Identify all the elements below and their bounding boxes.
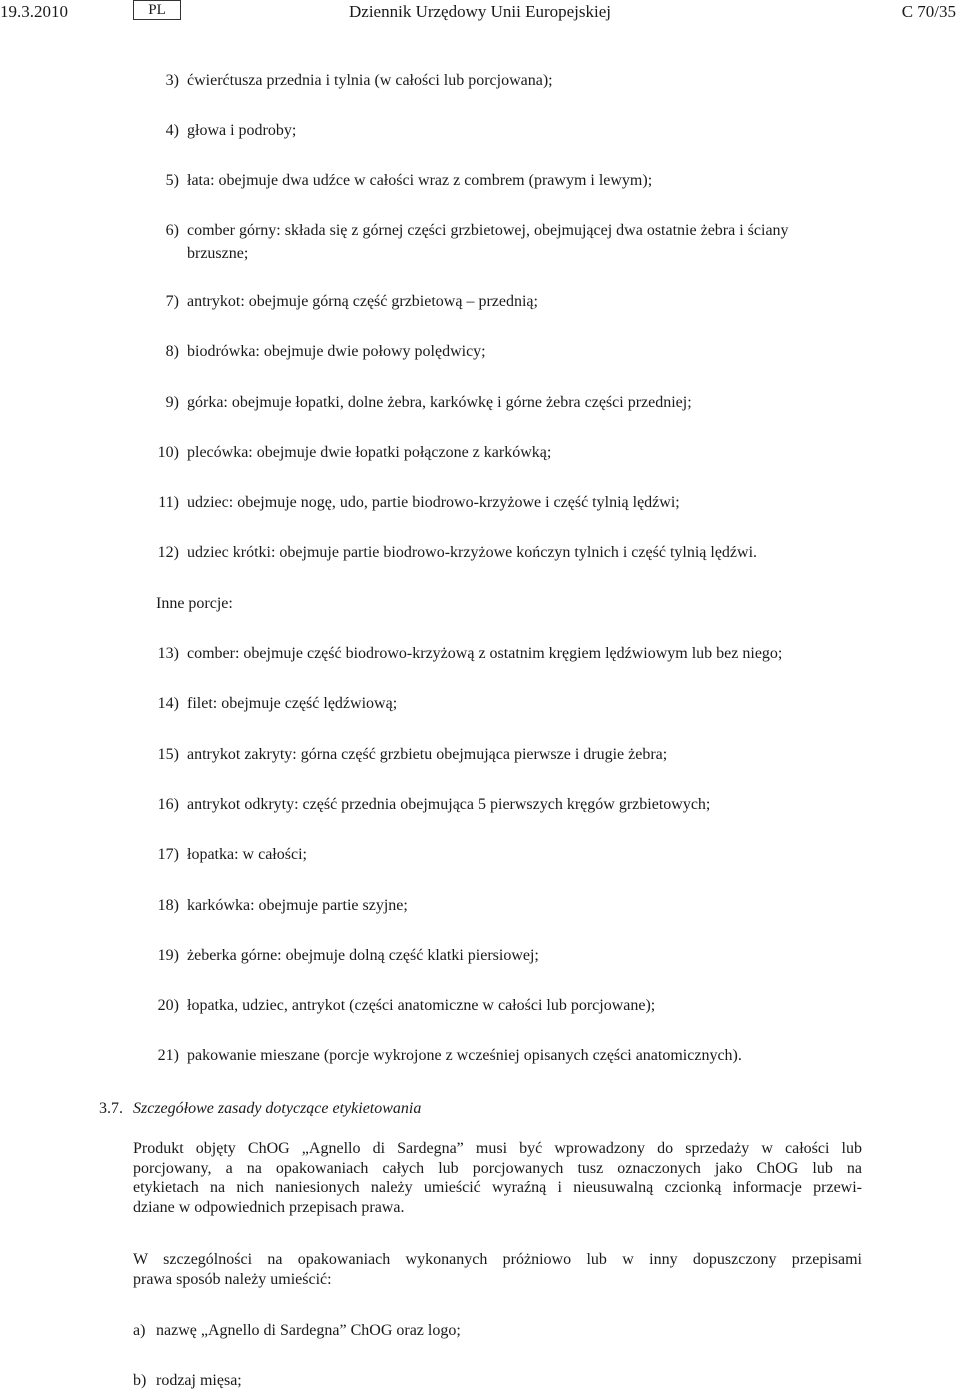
list-item-number: 7) [165,293,179,310]
list-item-number: 8) [165,343,179,360]
subheading-other-cuts: Inne porcje: [156,595,233,612]
paragraph-2 [133,1250,862,1289]
paragraph-line: etykietach na nich naniesionych należy umieścić wyraźną i nieusuwalną czcionką informacje przewi- [133,1179,862,1196]
page-header [0,0,960,28]
list-item: plecówka: obejmuje dwie łopatki połączone z karkówką; [187,444,552,461]
list-item: żeberka górne: obejmuje dolną część klatki piersiowej; [187,947,539,964]
list-item: antrykot: obejmuje górną część grzbietową – przednią; [187,293,538,310]
list-item-number: 16) [157,796,179,813]
list-item-number: 12) [157,544,179,561]
list-item-letter: a) [133,1322,146,1339]
list-item: górka: obejmuje łopatki, dolne żebra, karkówkę i górne żebra części przedniej; [187,394,692,411]
paragraph-line: Produkt objęty ChOG „Agnello di Sardegna” musi być wprowadzony do sprzedaży w całości lub [133,1140,862,1157]
list-item: comber: obejmuje część biodrowo-krzyżową z ostatnim kręgiem lędźwiowym lub bez niego; [187,645,783,662]
list-item-number: 17) [157,846,179,863]
paragraph-line: prawa sposób należy umieścić: [133,1270,332,1288]
list-item: comber górny: składa się z górnej części grzbietowej, obejmującej dwa ostatnie żebra i ściany [187,222,789,239]
list-item: ćwierćtusza przednia i tylnia (w całości lub porcjowana); [187,72,553,89]
list-item-number: 3) [165,72,179,89]
list-item-number: 6) [165,222,179,239]
list-item-number: 21) [157,1047,179,1064]
list-item: łopatka, udziec, antrykot (części anatomiczne w całości lub porcjowane); [187,997,656,1014]
list-item: udziec krótki: obejmuje partie biodrowo-krzyżowe kończyn tylnich i część tylnią lędźwi. [187,544,758,561]
list-item-number: 9) [165,394,179,411]
paragraph-line: porcjowany, a na opakowaniach całych lub porcjowanych tusz oznaczonych jako ChOG lub na [133,1159,862,1177]
list-item-number: 18) [157,897,179,914]
list-item-continuation: brzuszne; [187,245,249,262]
list-item-number: 11) [158,494,179,511]
list-item: filet: obejmuje część lędźwiową; [187,695,398,712]
list-item: udziec: obejmuje nogę, udo, partie biodrowo-krzyżowe i część tylnią lędźwi; [187,494,680,511]
list-item: łata: obejmuje dwa udźce w całości wraz z combrem (prawym i lewym); [187,172,653,189]
paragraph-line: dziane w odpowiednich przepisach prawa. [133,1198,405,1216]
list-item-number: 19) [157,947,179,964]
section-number: 3.7. [99,1100,123,1117]
list-item: karkówka: obejmuje partie szyjne; [187,897,408,914]
header-date: 19.3.2010 [0,2,68,21]
list-item-number: 14) [157,695,179,712]
list-item-number: 20) [157,997,179,1014]
list-item: pakowanie mieszane (porcje wykrojone z wcześniej opisanych części anatomicznych). [187,1047,742,1064]
list-item-number: 13) [157,645,179,662]
list-item-number: 10) [157,444,179,461]
list-item: łopatka: w całości; [187,846,307,863]
list-item: antrykot zakryty: górna część grzbietu obejmująca pierwsze i drugie żebra; [187,746,668,763]
section-title: Szczegółowe zasady dotyczące etykietowania [133,1100,422,1117]
language-badge: PL [133,0,181,20]
list-item-number: 5) [165,172,179,189]
list-item: antrykot odkryty: część przednia obejmująca 5 pierwszych kręgów grzbietowych; [187,796,711,813]
list-item: nazwę „Agnello di Sardegna” ChOG oraz logo; [156,1322,461,1339]
list-item: głowa i podroby; [187,122,297,139]
page-number: C 70/35 [901,2,956,21]
list-item: biodrówka: obejmuje dwie połowy polędwicy; [187,343,486,360]
list-item: rodzaj mięsa; [156,1372,242,1389]
paragraph-line: W szczególności na opakowaniach wykonanych próżniowo lub w inny dopuszczony przepisami [133,1251,862,1268]
paragraph-1 [133,1139,862,1217]
list-item-number: 15) [157,746,179,763]
list-item-letter: b) [133,1372,147,1389]
list-item-number: 4) [165,122,179,139]
journal-title: Dziennik Urzędowy Unii Europejskiej [349,2,612,21]
